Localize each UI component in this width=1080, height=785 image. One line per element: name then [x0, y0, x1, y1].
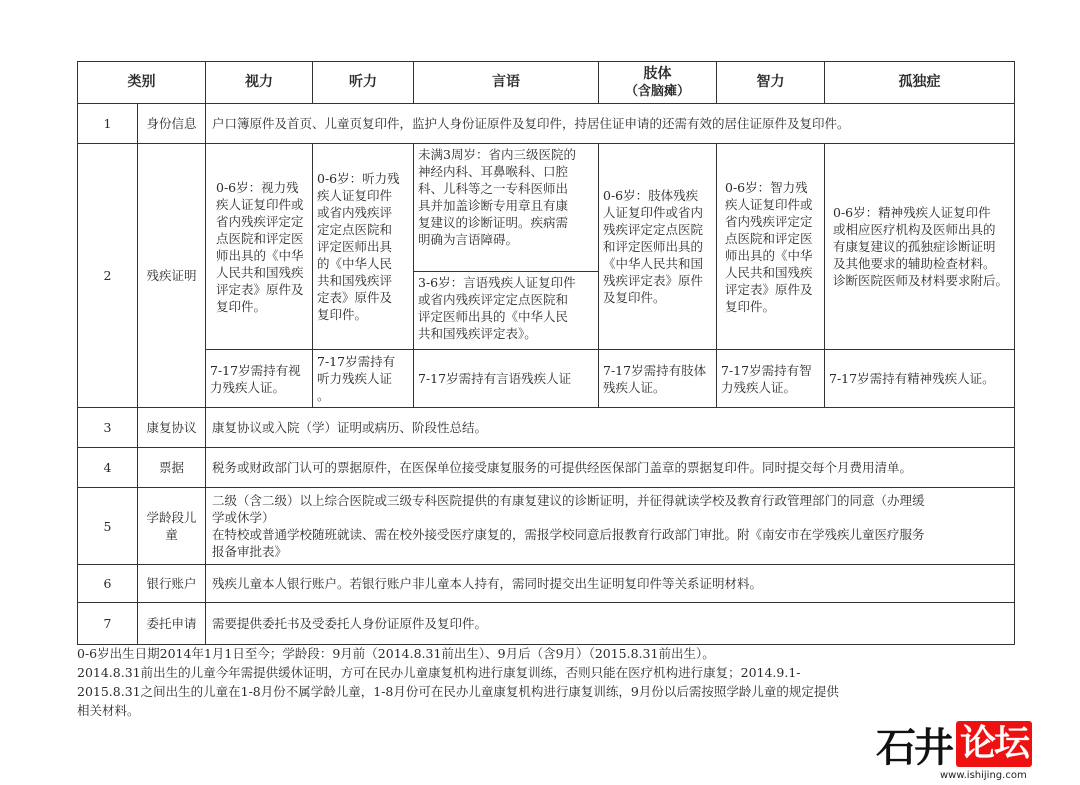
limb-7to17: 7-17岁需持有肢体 残疾人证。: [599, 350, 717, 408]
speech-3to6: 3-6岁：言语残疾人证复印件 或省内残疾评定定点医院和 评定医师出具的《中华人民 共和国残疾评定表》。: [414, 272, 599, 350]
header-speech: 言语: [414, 62, 599, 104]
logo-url: www.ishijing.com: [940, 770, 1027, 781]
header-vision: 视力: [206, 62, 313, 104]
table-row: [78, 350, 1015, 408]
row-category: 票据: [138, 448, 206, 488]
intellect-under6: 0-6岁：智力残 疾人证复印件或 省内残疾评定定 点医院和评定医 师出具的《中华 人民共和国残疾 评定表》原件及 复印件。: [717, 144, 825, 350]
row-category: 委托申请: [138, 603, 206, 645]
header-autism: 孤独症: [825, 62, 1015, 104]
row-content: 户口簿原件及首页、儿童页复印件，监护人身份证原件及复印件，持居住证申请的还需有效的居住证原件及复印件。: [206, 104, 1015, 144]
row-index: 5: [78, 488, 138, 565]
table-row: [78, 408, 1015, 448]
footnote-school-age: 2014.8.31前出生的儿童今年需提供缓休证明，方可在民办儿童康复机构进行康复训练，否则只能在医疗机构进行康复；2014.9.1- 2015.8.31之间出生的儿童在1-8月份不属学龄儿童，1-8月份可在民办儿童康复机构进行康复训练，9月份以后需按照学龄儿童的规定提供 相关材料。: [77, 665, 839, 718]
footnotes: [77, 644, 1017, 720]
speech-7to17: 7-17岁需持有言语残疾人证: [414, 350, 599, 408]
header-limb-sub: （含脑瘫）: [624, 83, 690, 99]
row-category: 身份信息: [138, 104, 206, 144]
header-category: 类别: [78, 62, 206, 104]
autism-7to17: 7-17岁需持有精神残疾人证。: [825, 350, 1015, 408]
header-limb-label: 肢体: [643, 65, 672, 82]
table-row: [78, 104, 1015, 144]
row-index: 3: [78, 408, 138, 448]
forum-logo: [876, 720, 1076, 782]
requirements-table: [77, 61, 1015, 645]
hearing-7to17: 7-17岁需持有 听力残疾人证 。: [313, 350, 414, 408]
row-category: 康复协议: [138, 408, 206, 448]
footnote-age-range: 0-6岁出生日期2014年1月1日至今；学龄段：9月前（2014.8.31前出生）、9月后（含9月）（2015.8.31前出生）。: [77, 646, 715, 661]
row-content: 税务或财政部门认可的票据原件，在医保单位接受康复服务的可提供经医保部门盖章的票据复印件。同时提交每个月费用清单。: [206, 448, 1015, 488]
row-index: 6: [78, 565, 138, 603]
speech-under3: 未满3周岁：省内三级医院的 神经内科、耳鼻喉科、口腔 科、儿科等之一专科医师出 具并加盖诊断专用章且有康 复建议的诊断证明。疾病需 明确为言语障碍。: [414, 144, 599, 272]
row-index: 4: [78, 448, 138, 488]
table-row: [78, 565, 1015, 603]
row-category: 学龄段儿 童: [138, 488, 206, 565]
hearing-under6: 0-6岁：听力残 疾人证复印件 或省内残疾评 定定点医院和 评定医师出具 的《中华人民 共和国残疾评 定表》原件及 复印件。: [313, 144, 414, 350]
header-intellect: 智力: [717, 62, 825, 104]
table-row: [78, 603, 1015, 645]
logo-wordmark: [876, 720, 1032, 771]
table-row: [78, 488, 1015, 565]
vision-7to17: 7-17岁需持有视 力残疾人证。: [206, 350, 313, 408]
limb-under6: 0-6岁：肢体残疾 人证复印件或省内 残疾评定定点医院 和评定医师出具的 《中华人民共和国 残疾评定表》原件 及复印件。: [599, 144, 717, 350]
header-limb: [599, 62, 717, 104]
intellect-7to17: 7-17岁需持有智 力残疾人证。: [717, 350, 825, 408]
logo-text-red: 论坛: [956, 721, 1032, 767]
row-index: 1: [78, 104, 138, 144]
autism-under6: 0-6岁：精神残疾人证复印件 或相应医疗机构及医师出具的 有康复建议的孤独症诊断证明 及其他要求的辅助检查材料。 诊断医院医师及材料要求附后。: [825, 144, 1015, 350]
row-content: 残疾儿童本人银行账户。若银行账户非儿童本人持有，需同时提交出生证明复印件等关系证明材料。: [206, 565, 1015, 603]
row-content: 二级（含二级）以上综合医院或三级专科医院提供的有康复建议的诊断证明，并征得就读学校及教育行政管理部门的同意（办理缓 学或休学） 在特校或普通学校随班就读、需在校外接受医疗康复的，需报学校同意后报教育行政部门审批。附《南安市在学残疾儿童医疗服务 报备审批表》: [206, 488, 1015, 565]
header-row: [78, 62, 1015, 104]
logo-text-dark: 石井: [876, 724, 952, 771]
header-hearing: 听力: [313, 62, 414, 104]
table-row: [78, 144, 1015, 272]
row-content: 需要提供委托书及受委托人身份证原件及复印件。: [206, 603, 1015, 645]
table-row: [78, 448, 1015, 488]
row-index: 2: [78, 144, 138, 408]
row-category: 残疾证明: [138, 144, 206, 408]
vision-under6: 0-6岁：视力残 疾人证复印件或 省内残疾评定定 点医院和评定医 师出具的《中华 人民共和国残疾 评定表》原件及 复印件。: [206, 144, 313, 350]
row-category: 银行账户: [138, 565, 206, 603]
row-content: 康复协议或入院（学）证明或病历、阶段性总结。: [206, 408, 1015, 448]
row-index: 7: [78, 603, 138, 645]
